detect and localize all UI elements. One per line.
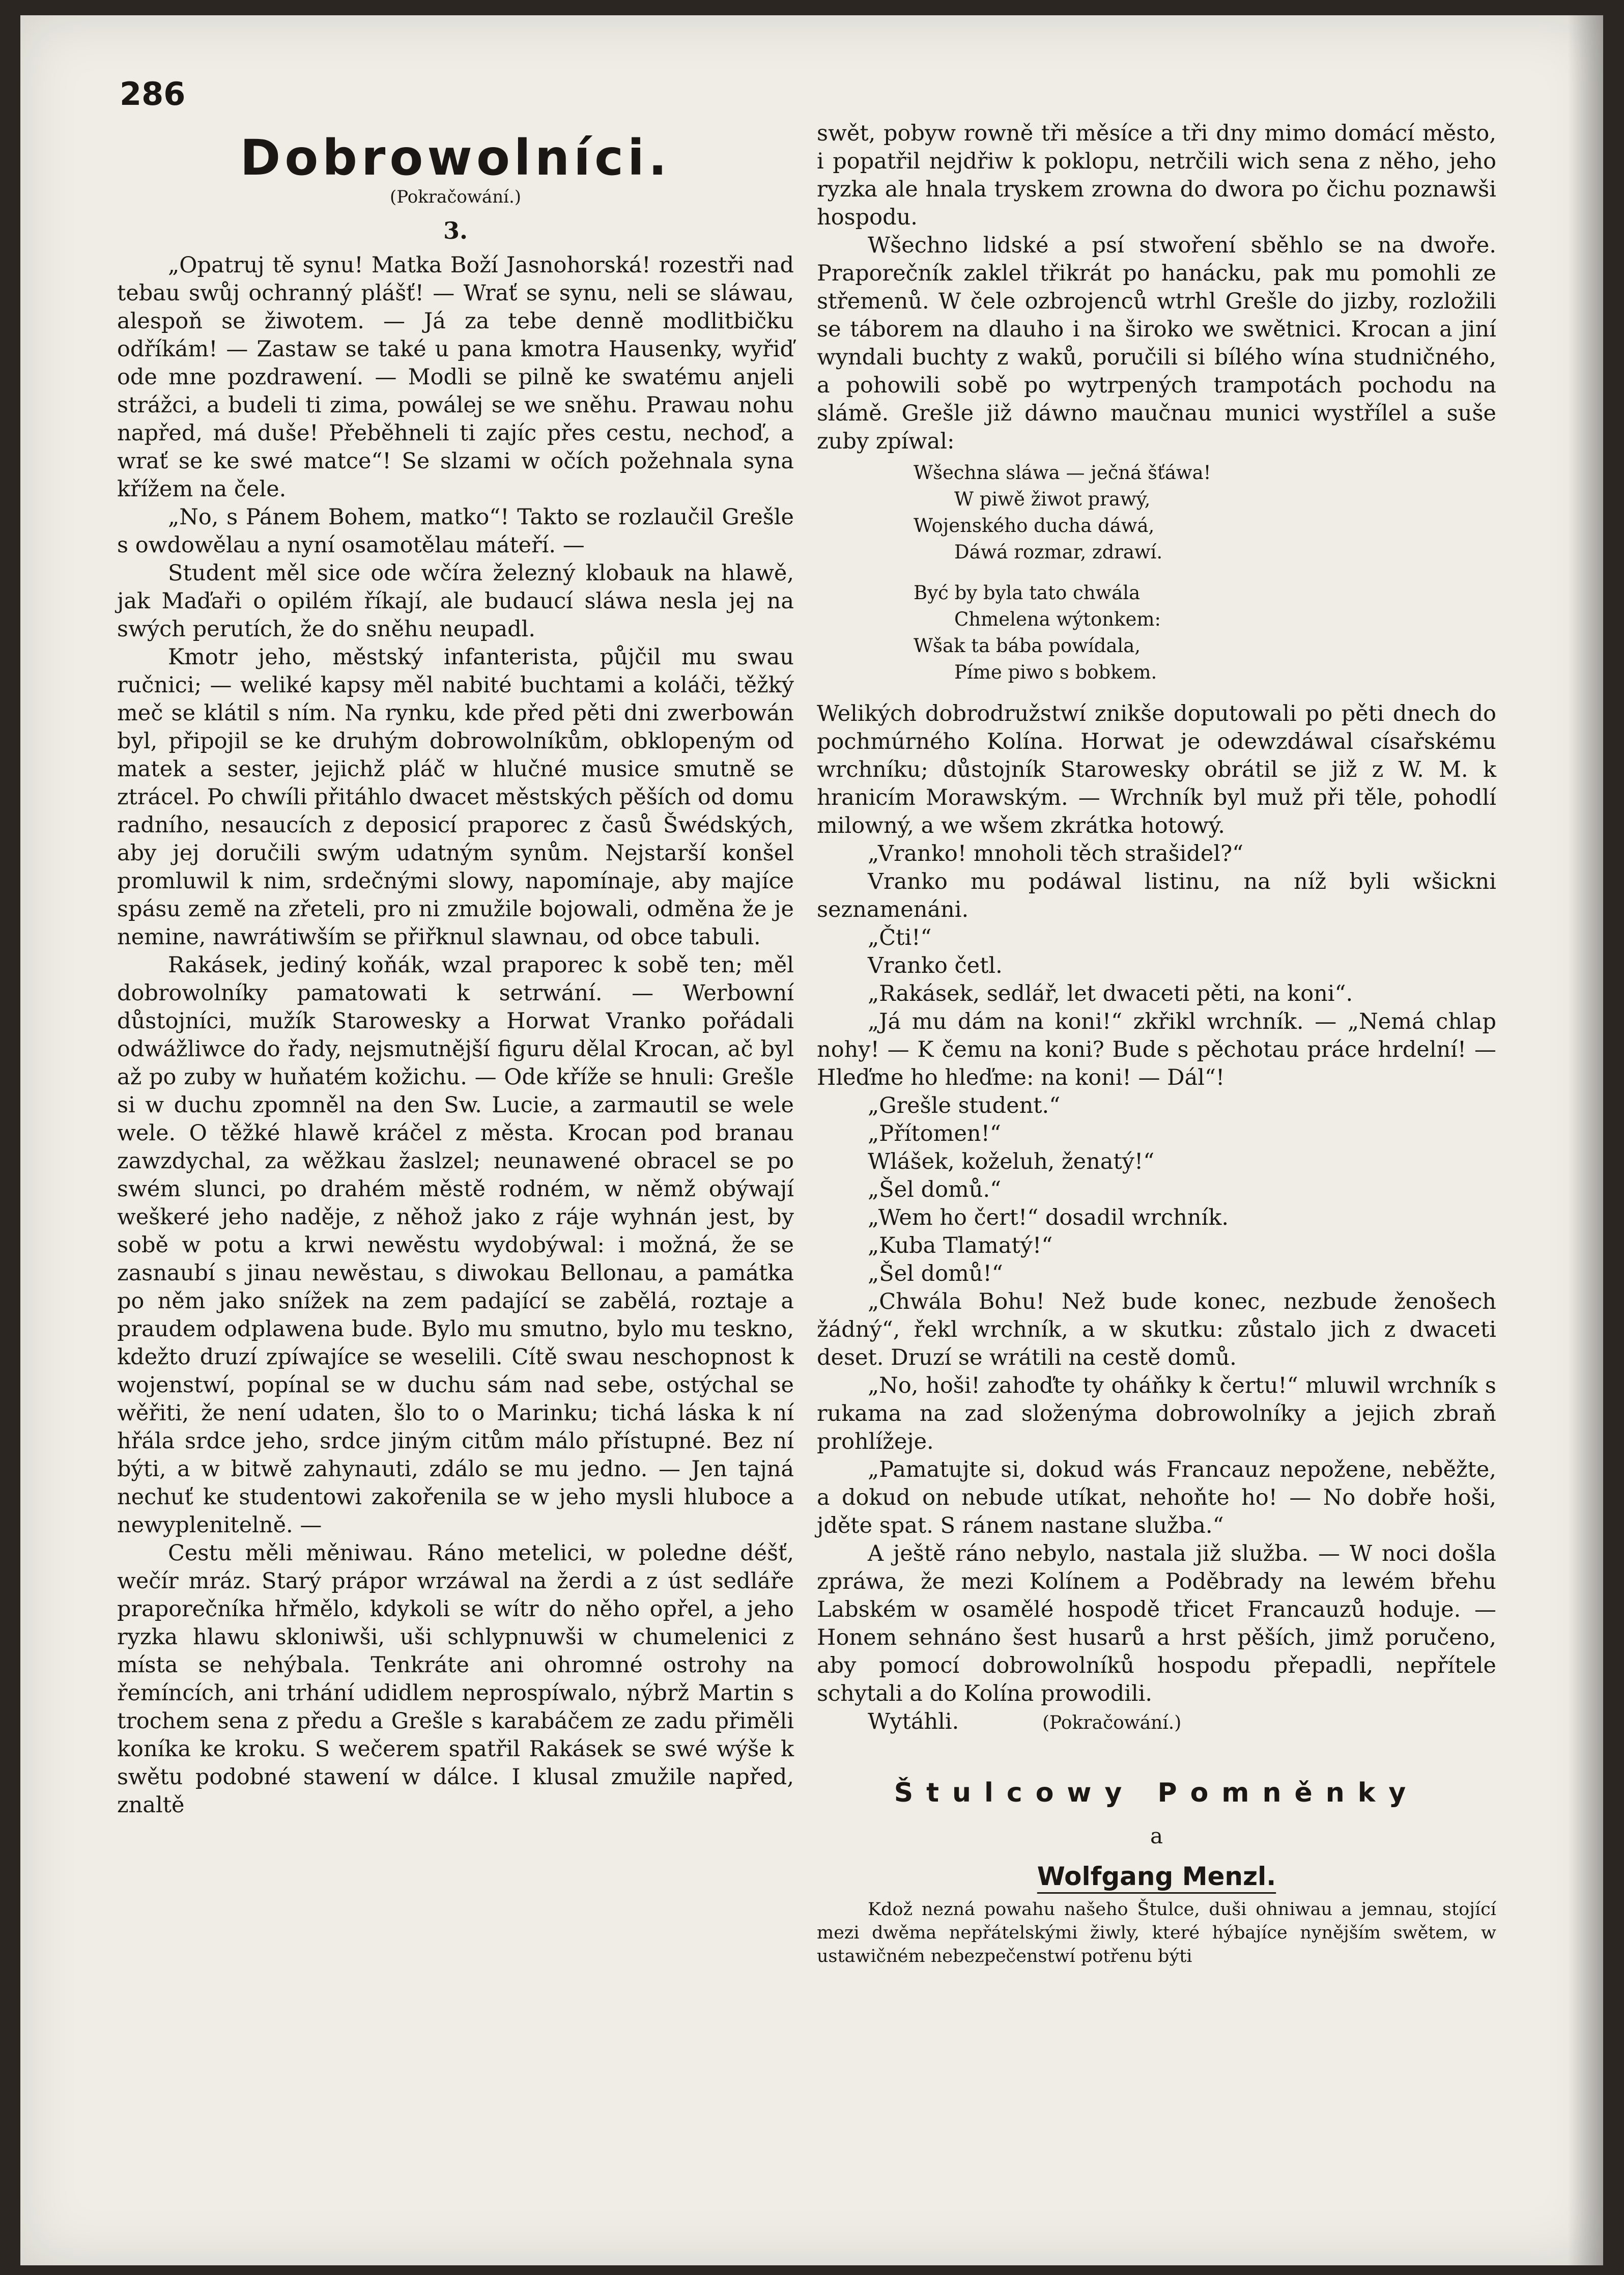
newspaper-page xyxy=(20,15,1603,2265)
paragraph: Student měl sice ode wčíra železný klobauk na hlawě, jak Maďaři o opilém říkají, ale budaucí sláwa nesla jej na swých perutích, že do sněhu neupadl. xyxy=(117,560,794,642)
paragraph: „Přítomen!“ xyxy=(868,1121,1001,1146)
stanza xyxy=(914,580,1496,686)
paragraph: „Grešle student.“ xyxy=(868,1093,1061,1118)
paragraph: „Opatruj tě synu! Matka Boží Jasnohorská! rozestři nad tebau swůj ochranný plášť! — Wrať se synu, neli se sláwau, alespoň se žiwotem. — Já za tebe denně modlitbičku odříkám! — Zastaw se také u pana kmotra Hausenky, wyřiď ode mne pozdrawení. — Modli se pilně ke swatému anjeli strážci, a budeli ti zima, powálej se we sněhu. Prawau nohu napřed, má duše! Přeběhneli ti zajíc přes cestu, nechoď, a wrať se ke swé matce“! Se slzami w očích požehnala syna křížem na čele. xyxy=(117,252,794,502)
page-edge-shadow xyxy=(1568,15,1603,2265)
paragraph: Kmotr jeho, městský infanterista, půjčil mu swau ručnici; — weliké kapsy měl nabité buchtami a koláči, těžký meč se klátil s ním. Na rynku, kde před pěti dni zwerbowán byl, připojil se ke druhým dobrowolníkům, obklopeným od matek a sester, jejichž pláč w hlučné musice smutně se ztrácel. Po chwíli přitáhlo dwacet městských pěších od domu radního, nesaucích z deposicí praporec z časů Šwédských, aby jej doručili swým udatným synům. Nejstarší konšel promluwil k nim, srdečnými slowy, napomínaje, aby majíce spásu země na zřeteli, pro ni zmužile bojowali, odměna že je nemine, nawrátiwším se přiřknul slawnau, od obce tabuli. xyxy=(117,644,794,950)
paragraph: Wlášek, koželuh, ženatý!“ xyxy=(868,1149,1155,1174)
verse-line: Chmelena wýtonkem: xyxy=(954,608,1161,630)
paragraph: „Kuba Tlamatý!“ xyxy=(868,1233,1053,1258)
sign-off-line xyxy=(817,1708,1496,1737)
left-column xyxy=(117,117,794,1819)
chapter-number: 3. xyxy=(443,217,468,244)
paragraph: „Pamatujte si, dokud wás Francauz nepožene, neběžte, a dokud on nebude utíkat, nehoňte ho! — No dobře hoši, jděte spat. S ránem nastane služba.“ xyxy=(817,1457,1496,1538)
paragraph: Rakásek, jediný koňák, wzal praporec k sobě ten; měl dobrowolníky pamatowati k setrwání. — Werbowní důstojníci, mužík Starowesky a Horwat Vranko pořádali odwážliwce do řady, nejsmutnější figuru dělal Krocan, ač byl až po zuby w huňatém kožichu. — Ode kříže se hnuli: Grešle si w duchu zpomněl na den Sw. Lucie, a zarmautil se wele wele. O těžké hlawě kráčel z města. Krocan pod branau zawzdychal, za wěžkau žaslzel; neunawené obracel se po swém slunci, po drahém městě rodném, w němž obýwají weškeré jeho naděje, z něhož jako z ráje wyhnán jest, by sobě w potu a krwi newěstu wydobýwal: i možná, že se zasnaubí s jinau newěstau, s diwokau Bellonau, a památka po něm jako snížek na zem padající se zabělá, roztaje a praudem odplawena bude. Bylo mu smutno, bylo mu teskno, kdežto druzí zpíwajíce se weselili. Cítě swau neschopnost k wojenstwí, popínal se w duchu sám nad sebe, ostýchal se wěřiti, že není udaten, šlo to o Marinku; tichá láska k ní hřála srdce jeho, srdce jiným citům málo přístupné. Bez ní býti, a w bitwě zahynauti, zdálo se mu jedno. — Jen tajná nechuť ke studentowi zakořenila se w jeho mysli hluboce a newyplenitelně. — xyxy=(117,952,794,1538)
page-number: 286 xyxy=(120,75,186,113)
paragraph: „Vranko! mnoholi těch strašidel?“ xyxy=(868,841,1244,866)
dialogue-block xyxy=(817,700,1496,1708)
verse-line: Wšechna sláwa — ječná šťáwa! xyxy=(914,462,1211,484)
paragraph: swět, pobyw rowně tři měsíce a tři dny mimo domácí město, i popatřil nejdřiw k poklopu, netrčili wich sena z něho, jeho ryzka ale hnala tryskem zrowna do dwora po čichu poznawši hospodu. xyxy=(817,121,1496,230)
paragraph: „No, hoši! zahoďte ty oháňky k čertu!“ mluwil wrchník s rukama na zad složenýma dobrowolníky a jejich zbraň prohlížeje. xyxy=(817,1373,1496,1454)
verse-line: Wšak ta bába powídala, xyxy=(914,635,1141,657)
right-column xyxy=(817,120,1496,1968)
article-subtitle: (Pokračowání.) xyxy=(389,187,522,207)
paragraph: „Wem ho čert!“ dosadil wrchník. xyxy=(868,1205,1229,1230)
paragraph: „Šel domů!“ xyxy=(868,1261,1003,1286)
author-name: Wolfgang Menzl. xyxy=(1037,1862,1276,1891)
paragraph: Cestu měli měniwau. Ráno metelici, w poledne déšť, wečír mráz. Starý prápor wrzáwal na žerdi a z úst sedláře praporečníka hřmělo, kdykoli se wítr do něho opřel, a jeho ryzka hlawu skloniwši, uši schlypnuwši w chumelenici z místa se nehýbala. Tenkráte ani ohromné ostrohy na řemíncích, ani trhání udidlem neprospíwalo, nýbrž Martin s trochem sena z předu a Grešle s karabáčem ze zadu přiměli koníka ke kroku. S wečerem spatřil Rakásek se swé wýše k swětu podobné stawení w dálce. I klusal zmužile napřed, znaltě xyxy=(117,1540,794,1818)
verse-line: Dáwá rozmar, zdrawí. xyxy=(954,541,1163,563)
paragraph: Vranko mu podáwal listinu, na níž byli wšickni seznamenáni. xyxy=(817,869,1496,922)
paragraph: „Šel domů.“ xyxy=(868,1177,1002,1202)
song-verse xyxy=(914,460,1496,686)
paragraph: A ještě ráno nebylo, nastala již služba. — W noci došla zpráwa, že mezi Kolínem a Poděbrady na lewém břehu Labském w osamělé hospodě třicet Francauzů hoduje. — Honem sehnáno šest husarů a hrst pěších, jimž poručeno, aby pomocí dobrowolníků hospodu přepadli, nepřítele schytali a do Kolína prowodili. xyxy=(817,1541,1496,1706)
verse-line: W piwě žiwot prawý, xyxy=(954,488,1151,510)
verse-line: Píme piwo s bobkem. xyxy=(954,661,1157,683)
paragraph: „Rakásek, sedlář, let dwaceti pěti, na koni“. xyxy=(868,981,1353,1006)
article-title: Dobrowolníci. xyxy=(240,129,671,186)
sign-off: Wytáhli. xyxy=(868,1709,959,1734)
second-article-title: Štulcowy Pomněnky xyxy=(894,1778,1419,1808)
paragraph: Kdož nezná powahu našeho Štulce, duši ohniwau a jemnau, stojící mezi dwěma nepřátelskými žiwly, které hýbajíce nynějším swětem, w ustawičném nebezpečenstwí potřenu býti xyxy=(817,1899,1496,1967)
verse-line: Być by byla tato chwála xyxy=(914,582,1141,604)
title-conjunction: a xyxy=(1150,1823,1163,1848)
continuation-note: (Pokračowání.) xyxy=(1042,1712,1182,1733)
paragraph: Welikých dobrodružstwí znikše doputowali po pěti dnech do pochmúrného Kolína. Horwat je odewzdáwal císařskému wrchníku; důstojník Starowesky obrátil se již z W. M. k hranicím Morawským. — Wrchník byl muž při těle, pohodlí milowný, a we wšem zkrátka hotowý. xyxy=(817,701,1496,838)
paragraph: Wšechno lidské a psí stwoření sběhlo se na dwoře. Praporečník zaklel třikrát po hanácku, pak mu pomohli ze střemenů. W čele ozbrojenců wtrhl Grešle do jizby, rozložili se táborem na dlauho i na široko we swětnici. Krocan a jiní wyndali buchty z waků, poručili si bílého wína studničného, a pohowili sobě po wytrpených trampotách pochodu na slámě. Grešle již dáwno maučnau munici wystřílel a suše zuby zpíwal: xyxy=(817,233,1496,454)
paragraph: „No, s Pánem Bohem, matko“! Takto se rozlaučil Grešle s owdowělau a nyní osamotělau máteří. — xyxy=(117,504,794,558)
paragraph: „Já mu dám na koni!“ zkřikl wrchník. — „Nemá chlap nohy! — K čemu na koni? Bude s pěchotau práce hrdelní! — Hleďme ho hleďme: na koni! — Dál“! xyxy=(817,1009,1496,1090)
paragraph: Vranko četl. xyxy=(868,953,1003,978)
verse-line: Wojenského ducha dáwá, xyxy=(914,515,1155,537)
paragraph: „Čti!“ xyxy=(868,925,932,950)
stanza xyxy=(914,460,1496,566)
paragraph: „Chwála Bohu! Než bude konec, nezbude ženošech žádný“, řekl wrchník, a w skutku: zůstalo jich z dwaceti deset. Druzí se wrátili na cestě domů. xyxy=(817,1289,1496,1370)
